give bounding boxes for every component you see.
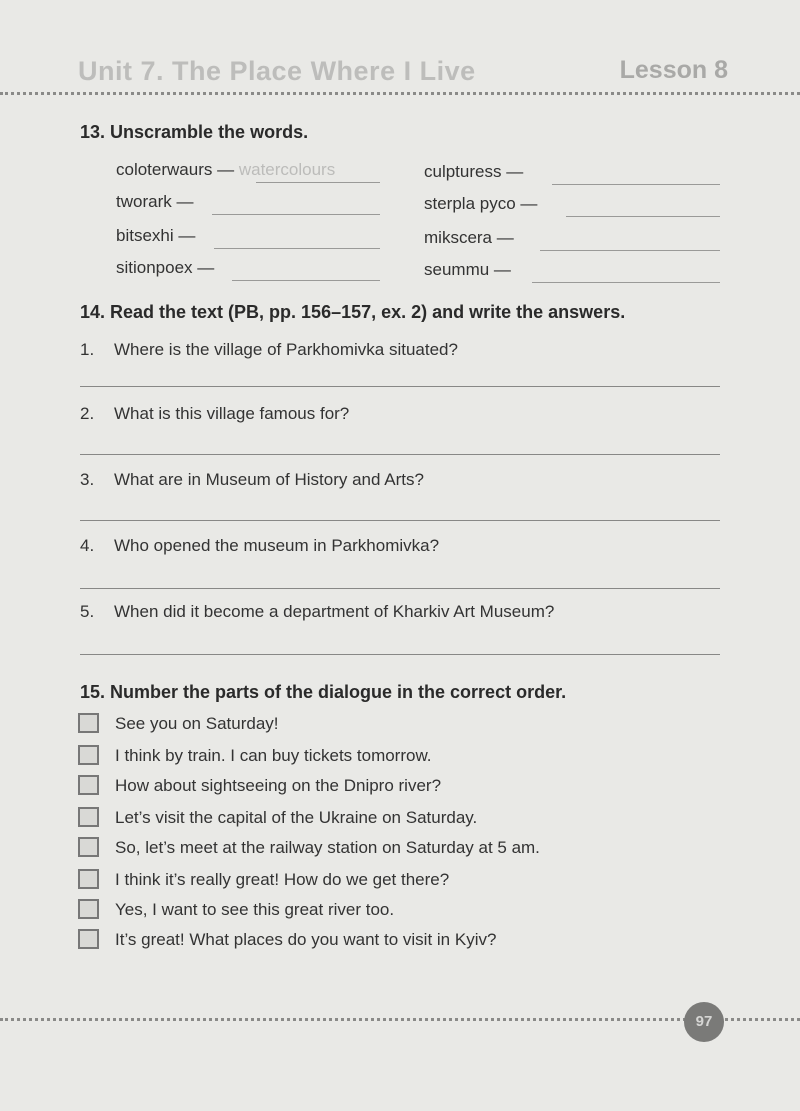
dialogue-text: How about sightseeing on the Dnipro river? [115,776,442,795]
question-4 [80,536,439,556]
order-number-box[interactable] [78,899,99,919]
scramble-item-5 [424,162,523,182]
dialogue-text: I think it’s really great! How do we get there? [115,870,450,889]
dialogue-line-1 [78,714,279,735]
answer-line[interactable] [80,520,720,521]
scrambled-word: mikscera [424,228,493,247]
dialogue-line-6 [78,870,449,891]
scrambled-word: bitsexhi [116,226,174,245]
scrambled-word: culpturess [424,162,502,181]
scrambled-word: tworark [116,192,172,211]
question-2 [80,404,349,424]
order-number-box[interactable] [78,837,99,857]
question-text: Where is the village of Parkhomivka situated? [114,340,458,359]
unit-title: Unit 7. The Place Where I Live [78,56,476,86]
footer-divider [0,1018,800,1021]
answer-line[interactable] [532,282,720,283]
question-text: What are in Museum of History and Arts? [114,470,424,489]
order-number-box[interactable] [78,713,99,733]
question-5 [80,602,554,622]
answer-line[interactable] [80,454,720,455]
question-number: 3. [80,470,95,489]
dialogue-text: It’s great! What places do you want to visit in Kyiv? [115,930,497,949]
scrambled-word: sitionpoex [116,258,193,277]
question-text: What is this village famous for? [114,404,350,423]
answer-line[interactable] [80,588,720,589]
answer-line[interactable] [214,248,380,249]
header-divider [0,92,800,95]
dash: — [217,160,235,179]
question-text: When did it become a department of Kharkiv Art Museum? [114,602,555,621]
scramble-item-6 [424,194,537,214]
question-number: 4. [80,536,95,555]
dialogue-text: See you on Saturday! [115,714,279,733]
scrambled-word: sterpla pyco [424,194,516,213]
dash: — [178,226,196,245]
scramble-item-2 [116,192,193,212]
dialogue-text: I think by train. I can buy tickets tomorrow. [115,746,432,765]
dash: — [520,194,538,213]
order-number-box[interactable] [78,929,99,949]
dialogue-line-7 [78,900,394,921]
order-number-box[interactable] [78,775,99,795]
order-number-box[interactable] [78,807,99,827]
answer-line[interactable] [212,214,380,215]
question-number: 5. [80,602,95,621]
dash: — [197,258,215,277]
ex14-title: 14. Read the text (PB, pp. 156–157, ex. 2) and write the answers. [80,302,626,322]
scramble-item-1 [116,160,335,180]
answer-line[interactable] [256,182,380,183]
order-number-box[interactable] [78,745,99,765]
order-number-box[interactable] [78,869,99,889]
answer-line[interactable] [540,250,720,251]
question-number: 1. [80,340,95,359]
question-1 [80,340,458,360]
dialogue-text: So, let’s meet at the railway station on Saturday at 5 am. [115,838,540,857]
scrambled-word: coloterwaurs [116,160,213,179]
scrambled-word: seummu [424,260,490,279]
dialogue-line-4 [78,808,477,829]
ex15-title: 15. Number the parts of the dialogue in the correct order. [80,682,567,702]
dialogue-line-8 [78,930,496,951]
dialogue-text: Let’s visit the capital of the Ukraine on Saturday. [115,808,478,827]
page-header [78,56,728,90]
dash: — [493,260,511,279]
answer-line[interactable] [80,386,720,387]
question-3 [80,470,424,490]
dialogue-line-3 [78,776,441,797]
scramble-item-3 [116,226,195,246]
example-answer: watercolours [238,160,336,179]
question-number: 2. [80,404,95,423]
answer-line[interactable] [552,184,720,185]
scramble-item-8 [424,260,511,280]
answer-line[interactable] [80,654,720,655]
dash: — [176,192,194,211]
page-number: 97 [684,1002,724,1042]
question-text: Who opened the museum in Parkhomivka? [114,536,440,555]
dash: — [506,162,524,181]
lesson-label: Lesson 8 [619,56,728,84]
dialogue-line-2 [78,746,432,767]
scramble-item-4 [116,258,214,278]
dialogue-text: Yes, I want to see this great river too. [115,900,395,919]
answer-line[interactable] [566,216,720,217]
dialogue-line-5 [78,838,540,859]
dash: — [496,228,514,247]
answer-line[interactable] [232,280,380,281]
ex13-title: 13. Unscramble the words. [80,122,309,142]
scramble-item-7 [424,228,514,248]
